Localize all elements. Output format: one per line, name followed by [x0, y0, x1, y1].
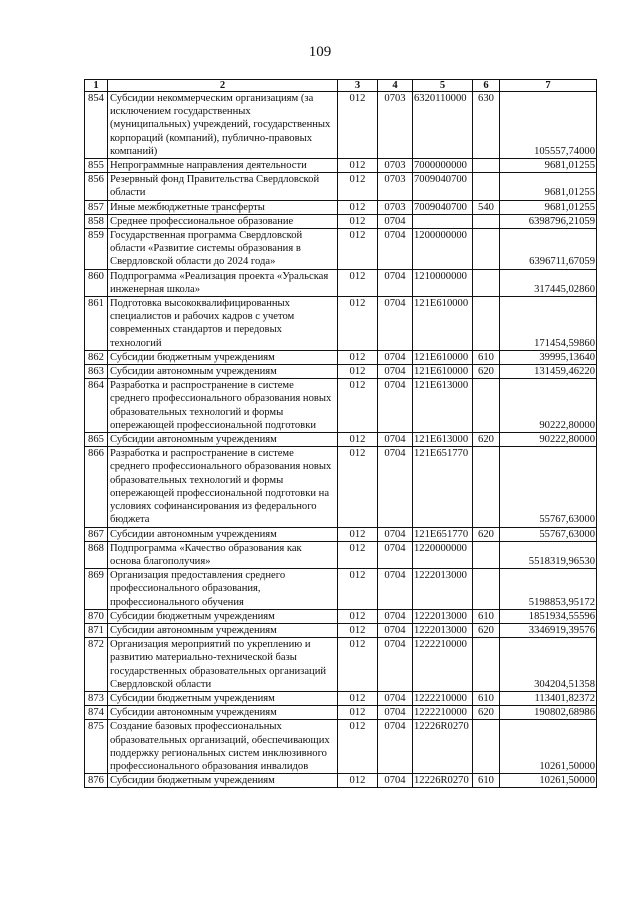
table-header-row	[85, 80, 597, 92]
amount-cell: 131459,46220	[500, 365, 597, 379]
ministry-code-cell: 012	[338, 541, 378, 568]
ministry-code-cell: 012	[338, 774, 378, 788]
ministry-code-cell: 012	[338, 159, 378, 173]
section-code-cell: 0704	[378, 214, 413, 228]
section-code-cell: 0703	[378, 92, 413, 159]
column-header: 1	[85, 80, 108, 92]
row-number-cell: 870	[85, 609, 108, 623]
target-article-cell: 1222210000	[413, 706, 473, 720]
column-header: 5	[413, 80, 473, 92]
expense-type-cell	[473, 569, 500, 610]
amount-cell: 6396711,67059	[500, 229, 597, 270]
description-cell: Подпрограмма «Реализация проекта «Уральская инженерная школа»	[108, 269, 338, 296]
row-number-cell: 859	[85, 229, 108, 270]
target-article-cell: 121E613000	[413, 433, 473, 447]
amount-cell: 317445,02860	[500, 269, 597, 296]
row-number-cell: 868	[85, 541, 108, 568]
row-number-cell: 860	[85, 269, 108, 296]
description-cell: Субсидии бюджетным учреждениям	[108, 691, 338, 705]
target-article-cell: 121E610000	[413, 365, 473, 379]
table-row	[85, 229, 597, 270]
row-number-cell: 872	[85, 638, 108, 692]
amount-cell: 105557,74000	[500, 92, 597, 159]
column-header: 6	[473, 80, 500, 92]
target-article-cell: 12226R0270	[413, 720, 473, 774]
target-article-cell: 7000000000	[413, 159, 473, 173]
section-code-cell: 0704	[378, 569, 413, 610]
expense-type-cell: 630	[473, 92, 500, 159]
ministry-code-cell: 012	[338, 638, 378, 692]
row-number-cell: 863	[85, 365, 108, 379]
table-row	[85, 447, 597, 527]
table-row	[85, 350, 597, 364]
description-cell: Субсидии бюджетным учреждениям	[108, 774, 338, 788]
ministry-code-cell: 012	[338, 379, 378, 433]
target-article-cell: 121E610000	[413, 350, 473, 364]
ministry-code-cell: 012	[338, 297, 378, 351]
table-row	[85, 269, 597, 296]
section-code-cell: 0704	[378, 447, 413, 527]
expense-type-cell: 620	[473, 706, 500, 720]
expense-type-cell: 540	[473, 200, 500, 214]
amount-cell: 9681,01255	[500, 200, 597, 214]
amount-cell: 90222,80000	[500, 433, 597, 447]
table-row	[85, 569, 597, 610]
table-row	[85, 623, 597, 637]
description-cell: Субсидии бюджетным учреждениям	[108, 609, 338, 623]
expense-type-cell: 620	[473, 623, 500, 637]
amount-cell: 39995,13640	[500, 350, 597, 364]
description-cell: Иные межбюджетные трансферты	[108, 200, 338, 214]
expense-type-cell: 610	[473, 609, 500, 623]
ministry-code-cell: 012	[338, 706, 378, 720]
row-number-cell: 855	[85, 159, 108, 173]
section-code-cell: 0704	[378, 691, 413, 705]
description-cell: Субсидии автономным учреждениям	[108, 433, 338, 447]
section-code-cell: 0704	[378, 433, 413, 447]
section-code-cell: 0704	[378, 350, 413, 364]
ministry-code-cell: 012	[338, 365, 378, 379]
ministry-code-cell: 012	[338, 609, 378, 623]
description-cell: Непрограммные направления деятельности	[108, 159, 338, 173]
section-code-cell: 0704	[378, 609, 413, 623]
ministry-code-cell: 012	[338, 720, 378, 774]
expense-type-cell	[473, 379, 500, 433]
expense-type-cell	[473, 269, 500, 296]
target-article-cell: 12226R0270	[413, 774, 473, 788]
ministry-code-cell: 012	[338, 527, 378, 541]
row-number-cell: 874	[85, 706, 108, 720]
amount-cell: 55767,63000	[500, 447, 597, 527]
target-article-cell: 1222210000	[413, 691, 473, 705]
amount-cell: 5198853,95172	[500, 569, 597, 610]
amount-cell: 304204,51358	[500, 638, 597, 692]
target-article-cell: 7009040700	[413, 200, 473, 214]
section-code-cell: 0704	[378, 706, 413, 720]
description-cell: Среднее профессиональное образование	[108, 214, 338, 228]
column-header: 3	[338, 80, 378, 92]
ministry-code-cell: 012	[338, 623, 378, 637]
page-number: 109	[308, 44, 332, 60]
table-row	[85, 638, 597, 692]
row-number-cell: 854	[85, 92, 108, 159]
section-code-cell: 0704	[378, 229, 413, 270]
description-cell: Субсидии автономным учреждениям	[108, 527, 338, 541]
description-cell: Создание базовых профессиональных образовательных организаций, обеспечивающих поддержку региональных систем инклюзивного профессионального образования инвалидов	[108, 720, 338, 774]
expense-type-cell: 620	[473, 365, 500, 379]
target-article-cell: 121E651770	[413, 447, 473, 527]
description-cell: Организация мероприятий по укреплению и развитию материально-технической базы государственных образовательных организаций Свердловской области	[108, 638, 338, 692]
section-code-cell: 0704	[378, 379, 413, 433]
section-code-cell: 0704	[378, 269, 413, 296]
description-cell: Подпрограмма «Качество образования как основа благополучия»	[108, 541, 338, 568]
row-number-cell: 867	[85, 527, 108, 541]
target-article-cell: 1220000000	[413, 541, 473, 568]
amount-cell: 113401,82372	[500, 691, 597, 705]
target-article-cell: 121E613000	[413, 379, 473, 433]
amount-cell: 171454,59860	[500, 297, 597, 351]
description-cell: Разработка и распространение в системе среднего профессионального образования новых образовательных технологий и формы опережающей профессиональной подготовки	[108, 379, 338, 433]
row-number-cell: 858	[85, 214, 108, 228]
expense-type-cell	[473, 447, 500, 527]
table-row	[85, 200, 597, 214]
amount-cell: 190802,68986	[500, 706, 597, 720]
ministry-code-cell: 012	[338, 229, 378, 270]
table-row	[85, 527, 597, 541]
column-header: 4	[378, 80, 413, 92]
row-number-cell: 861	[85, 297, 108, 351]
description-cell: Субсидии автономным учреждениям	[108, 623, 338, 637]
target-article-cell: 121E651770	[413, 527, 473, 541]
section-code-cell: 0703	[378, 200, 413, 214]
expense-type-cell	[473, 638, 500, 692]
column-header: 2	[108, 80, 338, 92]
description-cell: Государственная программа Свердловской области «Развитие системы образования в Свердловской области до 2024 года»	[108, 229, 338, 270]
expense-type-cell: 610	[473, 691, 500, 705]
table-row	[85, 379, 597, 433]
amount-cell: 5518319,96530	[500, 541, 597, 568]
ministry-code-cell: 012	[338, 200, 378, 214]
table-body	[85, 92, 597, 788]
amount-cell: 9681,01255	[500, 159, 597, 173]
ministry-code-cell: 012	[338, 92, 378, 159]
expense-type-cell: 610	[473, 350, 500, 364]
description-cell: Субсидии некоммерческим организациям (за исключением государственных (муниципальных) учреждений, государственных корпораций (компаний), публично-правовых компаний)	[108, 92, 338, 159]
description-cell: Субсидии бюджетным учреждениям	[108, 350, 338, 364]
target-article-cell: 1222013000	[413, 569, 473, 610]
table-row	[85, 541, 597, 568]
row-number-cell: 857	[85, 200, 108, 214]
ministry-code-cell: 012	[338, 269, 378, 296]
section-code-cell: 0704	[378, 623, 413, 637]
amount-cell: 3346919,39576	[500, 623, 597, 637]
target-article-cell: 7009040700	[413, 173, 473, 200]
ministry-code-cell: 012	[338, 569, 378, 610]
target-article-cell: 1222013000	[413, 609, 473, 623]
ministry-code-cell: 012	[338, 214, 378, 228]
target-article-cell: 121E610000	[413, 297, 473, 351]
ministry-code-cell: 012	[338, 173, 378, 200]
description-cell: Резервный фонд Правительства Свердловской области	[108, 173, 338, 200]
table-row	[85, 92, 597, 159]
table-row	[85, 297, 597, 351]
budget-table	[84, 79, 597, 788]
section-code-cell: 0703	[378, 173, 413, 200]
amount-cell: 10261,50000	[500, 720, 597, 774]
row-number-cell: 866	[85, 447, 108, 527]
ministry-code-cell: 012	[338, 433, 378, 447]
target-article-cell	[413, 214, 473, 228]
section-code-cell: 0704	[378, 638, 413, 692]
column-header: 7	[500, 80, 597, 92]
target-article-cell: 6320110000	[413, 92, 473, 159]
row-number-cell: 876	[85, 774, 108, 788]
row-number-cell: 869	[85, 569, 108, 610]
expense-type-cell	[473, 173, 500, 200]
expense-type-cell	[473, 229, 500, 270]
table-row	[85, 173, 597, 200]
row-number-cell: 871	[85, 623, 108, 637]
amount-cell: 6398796,21059	[500, 214, 597, 228]
expense-type-cell	[473, 297, 500, 351]
section-code-cell: 0704	[378, 527, 413, 541]
description-cell: Организация предоставления среднего профессионального образования, профессионального обучения	[108, 569, 338, 610]
amount-cell: 55767,63000	[500, 527, 597, 541]
description-cell: Субсидии автономным учреждениям	[108, 365, 338, 379]
table-row	[85, 365, 597, 379]
amount-cell: 9681,01255	[500, 173, 597, 200]
section-code-cell: 0704	[378, 541, 413, 568]
expense-type-cell: 620	[473, 433, 500, 447]
amount-cell: 1851934,55596	[500, 609, 597, 623]
expense-type-cell	[473, 541, 500, 568]
description-cell: Разработка и распространение в системе среднего профессионального образования новых образовательных технологий и формы опережающей профессиональной подготовки на условиях софинансирования из федерального бюджета	[108, 447, 338, 527]
section-code-cell: 0704	[378, 774, 413, 788]
target-article-cell: 1210000000	[413, 269, 473, 296]
description-cell: Субсидии автономным учреждениям	[108, 706, 338, 720]
table-row	[85, 609, 597, 623]
table-row	[85, 720, 597, 774]
table-row	[85, 433, 597, 447]
target-article-cell: 1200000000	[413, 229, 473, 270]
ministry-code-cell: 012	[338, 691, 378, 705]
table-row	[85, 691, 597, 705]
table-row	[85, 706, 597, 720]
section-code-cell: 0704	[378, 297, 413, 351]
ministry-code-cell: 012	[338, 447, 378, 527]
row-number-cell: 862	[85, 350, 108, 364]
section-code-cell: 0704	[378, 720, 413, 774]
table-row	[85, 214, 597, 228]
description-cell: Подготовка высококвалифицированных специалистов и рабочих кадров с учетом современных стандартов и передовых технологий	[108, 297, 338, 351]
target-article-cell: 1222013000	[413, 623, 473, 637]
target-article-cell: 1222210000	[413, 638, 473, 692]
ministry-code-cell: 012	[338, 350, 378, 364]
section-code-cell: 0704	[378, 365, 413, 379]
section-code-cell: 0703	[378, 159, 413, 173]
expense-type-cell	[473, 159, 500, 173]
expense-type-cell: 620	[473, 527, 500, 541]
amount-cell: 90222,80000	[500, 379, 597, 433]
row-number-cell: 865	[85, 433, 108, 447]
row-number-cell: 875	[85, 720, 108, 774]
expense-type-cell	[473, 214, 500, 228]
table-row	[85, 159, 597, 173]
row-number-cell: 856	[85, 173, 108, 200]
row-number-cell: 864	[85, 379, 108, 433]
expense-type-cell	[473, 720, 500, 774]
table-row	[85, 774, 597, 788]
row-number-cell: 873	[85, 691, 108, 705]
amount-cell: 10261,50000	[500, 774, 597, 788]
expense-type-cell: 610	[473, 774, 500, 788]
